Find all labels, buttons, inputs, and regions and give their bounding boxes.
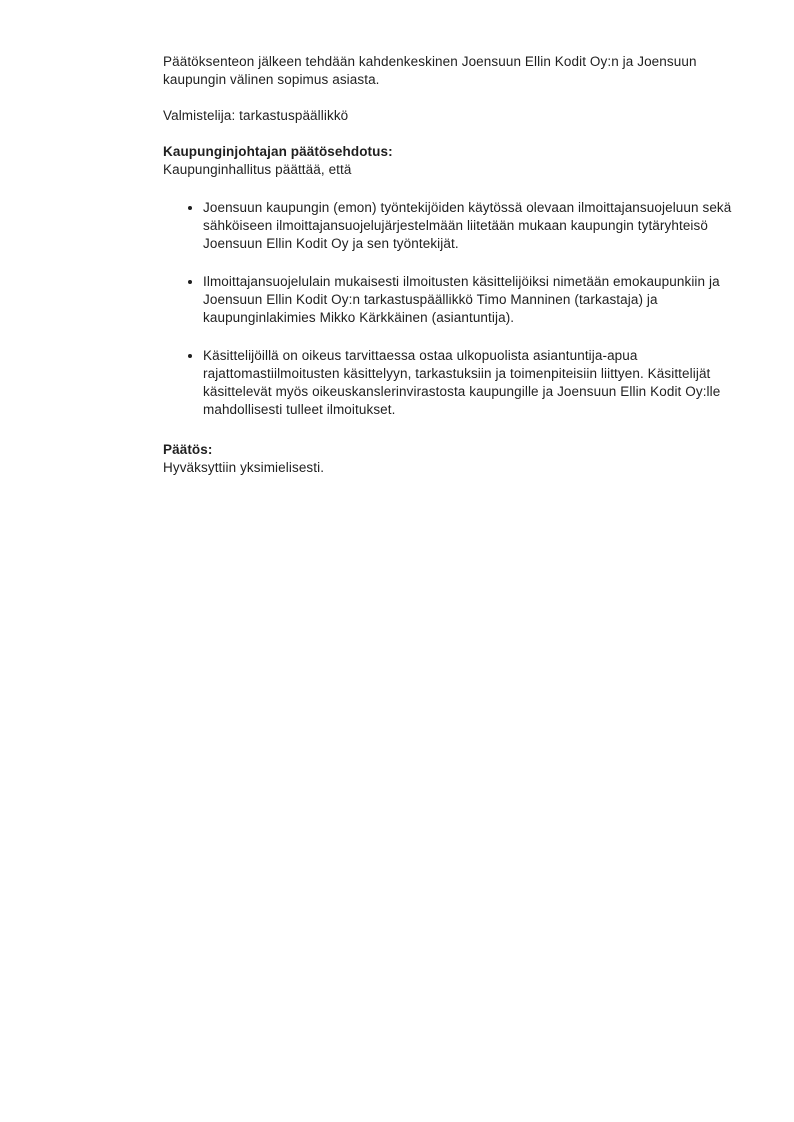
decision-heading: Päätös: — [163, 442, 213, 457]
intro-paragraph: Päätöksenteon jälkeen tehdään kahdenkeskinen Joensuun Ellin Kodit Oy:n ja Joensuun kaupungin välinen sopimus asiasta. — [163, 54, 697, 87]
preparer-line: Valmistelija: tarkastuspäällikkö — [163, 108, 349, 123]
decision-text: Hyväksyttiin yksimielisesti. — [163, 460, 325, 475]
bullet-item-2: • Ilmoittajansuojelulain mukaisesti ilmoitusten käsittelijöiksi nimetään emokaupunkiin ja Joensuun Ellin Kodit Oy:n tarkastuspäällikkö Timo Manninen (tarkastaja) ja kaupunginlakimies Mikko Kärkkäinen (asiantuntija). — [203, 273, 735, 327]
bullet-item-3: • Käsittelijöillä on oikeus tarvittaessa ostaa ulkopuolista asiantuntija-apua rajattomastiilmoitusten käsittelyyn, tarkastuksiin ja toimenpiteisiin liittyen. Käsittelijät käsittelevät myös oikeuskanslerinvirastosta kaupungille ja Joensuun Ellin Kodit Oy:lle mahdollisesti tulleet ilmoitukset. — [203, 347, 735, 419]
proposal-section — [163, 143, 735, 419]
proposal-bullet-list — [163, 199, 735, 419]
bullet-item-1: • Joensuun kaupungin (emon) työntekijöiden käytössä olevaan ilmoittajansuojeluun sekä sähköiseen ilmoittajansuojelujärjestelmään liitetään mukaan kaupungin tytäryhteisö Joensuun Ellin Kodit Oy ja sen työntekijät. — [203, 199, 735, 253]
document-content — [163, 53, 735, 477]
proposal-heading: Kaupunginjohtajan päätösehdotus: — [163, 144, 393, 159]
decision-section — [163, 441, 735, 477]
proposal-intro: Kaupunginhallitus päättää, että — [163, 162, 352, 177]
